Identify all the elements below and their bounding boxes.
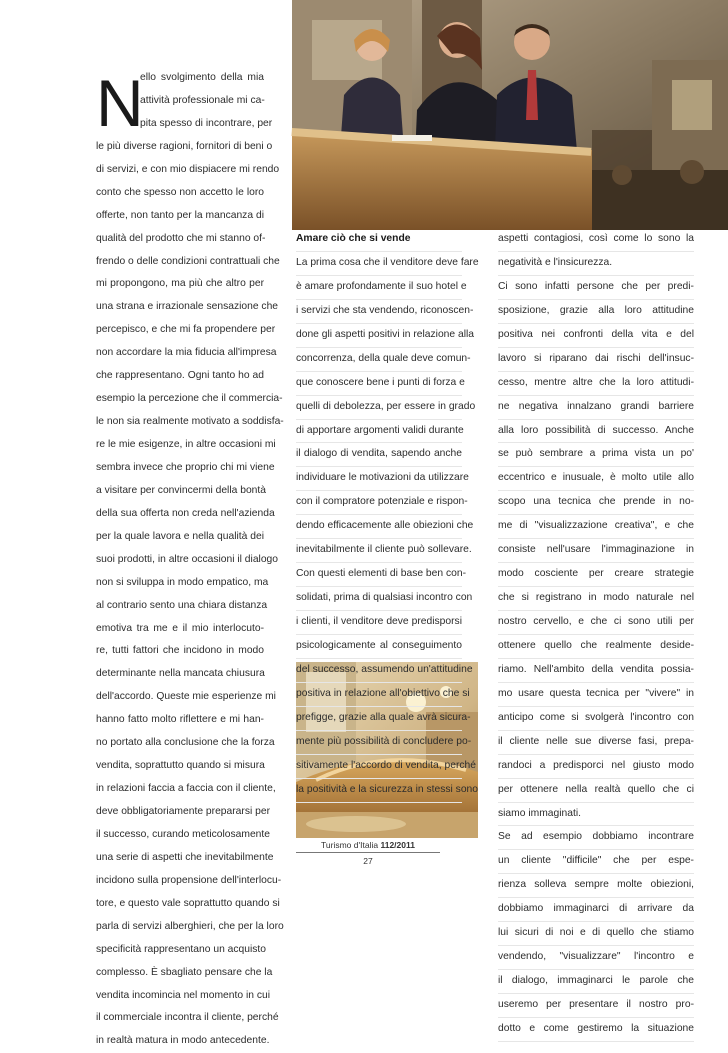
text-line: sposizione, grazie alla loro attitudine — [498, 300, 694, 324]
text-line: deve obbligatoriamente prepararsi per — [96, 806, 271, 817]
text-line: negatività e l'insicurezza. — [498, 252, 694, 276]
text-line: attività professionale mi ca- — [140, 94, 265, 106]
text-line: randoci a predisporci nel giusto modo — [498, 755, 694, 779]
text-line: concorrenza, della quale deve comun- — [296, 348, 462, 372]
magazine-issue: 112/2011 — [380, 840, 415, 850]
text-line: Con questi elementi di base ben con- — [296, 563, 462, 587]
text-line: re le mie esigenze, in altre occasioni mi — [96, 439, 276, 450]
text-line: non accordare la mia fiducia all'impresa — [96, 347, 277, 359]
text-line: per la quale lavora e nella qualità dei — [96, 530, 264, 542]
text-line: lavoro si riparano dai rischi dell'insuc- — [498, 348, 694, 372]
text-line: sitivamente l'accordo di vendita, perché — [296, 755, 462, 779]
text-line: complesso. È sbagliato pensare che la — [96, 966, 273, 978]
text-line: riamo. Nell'ambito della vendita possia- — [498, 659, 694, 683]
text-line: con il compratore potenziale e rispon- — [296, 491, 462, 515]
text-line: un cliente "difficile" che per espe- — [498, 850, 694, 874]
text-line: i servizi che sta vendendo, riconoscen- — [296, 300, 462, 324]
text-line: del successo, assumendo un'attitudine — [296, 659, 462, 683]
text-line: qualità del prodotto che mi stanno of- — [96, 232, 266, 244]
text-line: le non sia realmente motivato a soddisfa- — [96, 416, 284, 428]
text-line: La prima cosa che il venditore deve fare — [296, 252, 462, 276]
text-line: suoi prodotti, in altre occasioni il dialogo — [96, 553, 279, 565]
text-line: della sua offerta non creda nell'azienda — [96, 507, 275, 519]
text-line: que conoscere bene i punti di forza e — [296, 372, 462, 396]
text-line: ello svolgimento della mia — [140, 72, 264, 83]
text-line: scopo una tecnica che prende in no- — [498, 491, 694, 515]
text-line: ne negativa innalzano grandi barriere — [498, 396, 694, 420]
text-line: in relazioni faccia a faccia con il cliente, — [96, 783, 276, 795]
text-line: vendendo, "visualizzare" l'incontro e — [498, 946, 694, 970]
text-line: per ottenere nella realtà quello che ci — [498, 779, 694, 803]
text-line: eccentrico e inusuale, è molto utile allo — [498, 467, 694, 491]
reception-photo-illustration — [292, 0, 728, 230]
text-line: solidati, prima di qualsiasi incontro con — [296, 587, 462, 611]
text-line: una strana e irrazionale sensazione che — [96, 301, 279, 313]
drop-cap: N — [96, 66, 144, 140]
text-line: la positività e la sicurezza in stessi sono — [296, 779, 462, 803]
article-column-3 — [498, 228, 694, 1042]
text-line: specificità rappresentano un acquisto — [96, 943, 267, 955]
text-line: offerte, non tanto per la mancanza di — [96, 209, 264, 221]
text-line: anticipo come si svolgerà l'incontro con — [498, 707, 694, 731]
text-line: il dialogo, immaginarci le parole che — [498, 970, 694, 994]
text-line: a visitare per convincermi della bontà — [96, 484, 266, 496]
magazine-name: Turismo d'Italia — [321, 840, 379, 850]
text-line: hanno fatto molto riflettere e mi han- — [96, 714, 264, 726]
text-line: percepisco, e che mi fa propendere per — [96, 324, 276, 336]
text-line: che si registrano in modo naturale nel — [498, 587, 694, 611]
text-line: una serie di aspetti che inevitabilmente — [96, 851, 274, 863]
text-line: quelli di debolezza, per essere in grado — [296, 396, 462, 420]
article-column-1 — [96, 67, 284, 1053]
text-line: conto che spesso non accetto le loro — [96, 186, 264, 198]
text-line: mo usare questa tecnica per "vivere" in — [498, 683, 694, 707]
text-line: inevitabilmente il cliente può sollevare. — [296, 539, 462, 563]
text-line: il successo, curando meticolosamente — [96, 828, 270, 840]
text-line: me di "visualizzazione creativa", e che — [498, 515, 694, 539]
article-column-2 — [296, 228, 479, 803]
text-line: che rappresentano. Ogni tanto ho ad — [96, 370, 264, 382]
text-line: le più diverse ragioni, fornitori di beni o — [96, 140, 273, 152]
text-line: positiva in relazione all'obiettivo che si — [296, 683, 462, 707]
text-line: prefigge, grazie alla quale avrà sicura- — [296, 707, 462, 731]
text-line: modo cosciente per creare strategie — [498, 563, 694, 587]
text-line: parla di servizi alberghieri, che per la loro — [96, 920, 284, 932]
text-line: positiva nei confronti della vita e del — [498, 324, 694, 348]
text-line: dell'accordo. Queste mie esperienze mi — [96, 691, 276, 703]
text-line: done gli aspetti positivi in relazione alla — [296, 324, 462, 348]
reception-photo — [292, 0, 728, 230]
text-line: incidono sulla propensione dell'interlocu- — [96, 874, 282, 886]
text-line: dotto e come gestiremo la situazione — [498, 1018, 694, 1042]
text-line: il cliente nelle sue diverse fasi, prepa- — [498, 731, 694, 755]
text-line: determinante nella mancata chiusura — [96, 668, 265, 680]
text-line: siamo immaginati. — [498, 803, 694, 827]
text-line: dendo efficacemente alle obiezioni che — [296, 515, 462, 539]
text-line: aspetti contagiosi, così come lo sono la — [498, 228, 694, 252]
text-line: in realtà matura in modo antecedente. — [96, 1035, 270, 1047]
text-line: non si sviluppa in modo empatico, ma — [96, 576, 269, 588]
text-line: ottenere quello che realmente deside- — [498, 635, 694, 659]
page-number: 27 — [363, 856, 373, 866]
text-line: al contrario sento una chiara distanza — [96, 599, 268, 611]
text-line: psicologicamente al conseguimento — [296, 635, 462, 659]
section-heading: Amare ciò che si vende — [296, 228, 462, 252]
text-line: esempio la percezione che il commercia- — [96, 393, 283, 405]
text-line: è amare profondamente il suo hotel e — [296, 276, 462, 300]
text-line: mi propongono, ma più che altro per — [96, 278, 264, 290]
text-line: i clienti, il venditore deve predisporsi — [296, 611, 462, 635]
text-line: mente più possibilità di concludere po- — [296, 731, 462, 755]
text-line: emotiva tra me e il mio interlocuto- — [96, 622, 264, 634]
text-line: lui sicuri di noi e di quello che stiamo — [498, 922, 694, 946]
text-line: di servizi, e con mio dispiacere mi rendo — [96, 163, 280, 175]
text-line: alla loro possibilità di successo. Anche — [498, 420, 694, 444]
magazine-info — [296, 840, 440, 853]
text-line: se può sembrare a prima vista un po' — [498, 443, 694, 467]
page-footer — [296, 840, 440, 866]
text-line: no portato alla conclusione che la forza — [96, 737, 275, 749]
text-line: nostro cervello, e che ci sono utili per — [498, 611, 694, 635]
text-line: rienza solleva sempre molte obiezioni, — [498, 874, 694, 898]
text-line: individuare le motivazioni da utilizzare — [296, 467, 462, 491]
text-line: di apportare argomenti validi durante — [296, 420, 462, 444]
text-line: il dialogo di vendita, sapendo anche — [296, 443, 462, 467]
text-line: re, tutti fattori che incidono in modo — [96, 645, 264, 657]
text-line: tore, e questo vale soprattutto quando si — [96, 897, 280, 909]
text-line: vendita incomincia nel momento in cui — [96, 989, 270, 1001]
text-line: consiste nell'usare l'immaginazione in — [498, 539, 694, 563]
text-line: sembra invece che proprio chi mi viene — [96, 461, 275, 473]
text-line: useremo per presentare il nostro pro- — [498, 994, 694, 1018]
text-line: Se ad esempio dobbiamo incontrare — [498, 826, 694, 850]
text-line: il commerciale incontra il cliente, perché — [96, 1012, 279, 1024]
text-line: frendo o delle condizioni contrattuali che — [96, 255, 280, 267]
text-line: vendita, soprattutto quando si misura — [96, 760, 265, 772]
text-line: dobbiamo immaginarci di arrivare da — [498, 898, 694, 922]
text-line: pita spesso di incontrare, per — [140, 117, 273, 129]
text-line: cesso, mentre altre che la loro attitudi- — [498, 372, 694, 396]
text-line: Ci sono infatti persone che per predi- — [498, 276, 694, 300]
